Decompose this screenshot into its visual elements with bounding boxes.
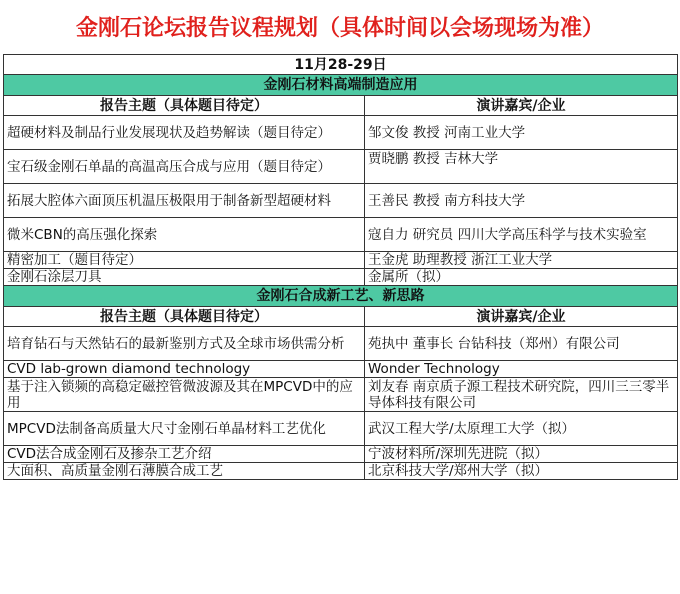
table-row	[4, 184, 678, 218]
topic-cell: CVD法合成金刚石及掺杂工艺介绍	[4, 446, 365, 463]
topic-cell: 培育钻石与天然钻石的最新鉴别方式及全球市场供需分析	[4, 327, 365, 361]
table-row	[4, 116, 678, 150]
column-header-topic: 报告主题（具体题目待定）	[4, 307, 365, 327]
column-header-topic: 报告主题（具体题目待定）	[4, 96, 365, 116]
agenda-table	[3, 54, 678, 480]
table-row	[4, 361, 678, 378]
topic-cell: 金刚石涂层刀具	[4, 269, 365, 286]
page-title: 金刚石论坛报告议程规划（具体时间以会场现场为准）	[75, 16, 604, 41]
table-row	[4, 446, 678, 463]
speaker-cell: 金属所（拟）	[365, 269, 678, 286]
speaker-cell: 刘友春 南京质子源工程技术研究院，四川三三零半导体科技有限公司	[365, 378, 678, 412]
table-row	[4, 463, 678, 480]
topic-cell: 大面积、高质量金刚石薄膜合成工艺	[4, 463, 365, 480]
date-cell: 11月28-29日	[4, 55, 678, 75]
speaker-cell: 宁波材料所/深圳先进院（拟）	[365, 446, 678, 463]
column-header-row	[4, 307, 678, 327]
topic-cell: 超硬材料及制品行业发展现状及趋势解读（题目待定）	[4, 116, 365, 150]
speaker-cell: 苑执中 董事长 台钻科技（郑州）有限公司	[365, 327, 678, 361]
topic-cell: 微米CBN的高压强化探索	[4, 218, 365, 252]
speaker-cell: 贾晓鹏 教授 吉林大学	[365, 150, 678, 184]
topic-cell: CVD lab-grown diamond technology	[4, 361, 365, 378]
speaker-cell: 北京科技大学/郑州大学（拟）	[365, 463, 678, 480]
date-row	[4, 55, 678, 75]
topic-cell: 拓展大腔体六面顶压机温压极限用于制备新型超硬材料	[4, 184, 365, 218]
topic-cell: 精密加工（题目待定）	[4, 252, 365, 269]
column-header-speaker: 演讲嘉宾/企业	[365, 307, 678, 327]
speaker-cell: 邹文俊 教授 河南工业大学	[365, 116, 678, 150]
table-row	[4, 378, 678, 412]
section-header-row	[4, 75, 678, 96]
speaker-cell: 王善民 教授 南方科技大学	[365, 184, 678, 218]
topic-cell: MPCVD法制备高质量大尺寸金刚石单晶材料工艺优化	[4, 412, 365, 446]
section-title: 金刚石合成新工艺、新思路	[4, 286, 678, 307]
table-row	[4, 269, 678, 286]
table-row	[4, 412, 678, 446]
table-row	[4, 150, 678, 184]
speaker-cell: Wonder Technology	[365, 361, 678, 378]
topic-cell: 宝石级金刚石单晶的高温高压合成与应用（题目待定）	[4, 150, 365, 184]
topic-cell: 基于注入锁频的高稳定磁控管微波源及其在MPCVD中的应用	[4, 378, 365, 412]
speaker-cell: 寇自力 研究员 四川大学高压科学与技术实验室	[365, 218, 678, 252]
column-header-row	[4, 96, 678, 116]
table-row	[4, 327, 678, 361]
column-header-speaker: 演讲嘉宾/企业	[365, 96, 678, 116]
table-row	[4, 218, 678, 252]
speaker-cell: 王金虎 助理教授 浙江工业大学	[365, 252, 678, 269]
section-header-row	[4, 286, 678, 307]
table-row	[4, 252, 678, 269]
section-title: 金刚石材料高端制造应用	[4, 75, 678, 96]
speaker-cell: 武汉工程大学/太原理工大学（拟）	[365, 412, 678, 446]
